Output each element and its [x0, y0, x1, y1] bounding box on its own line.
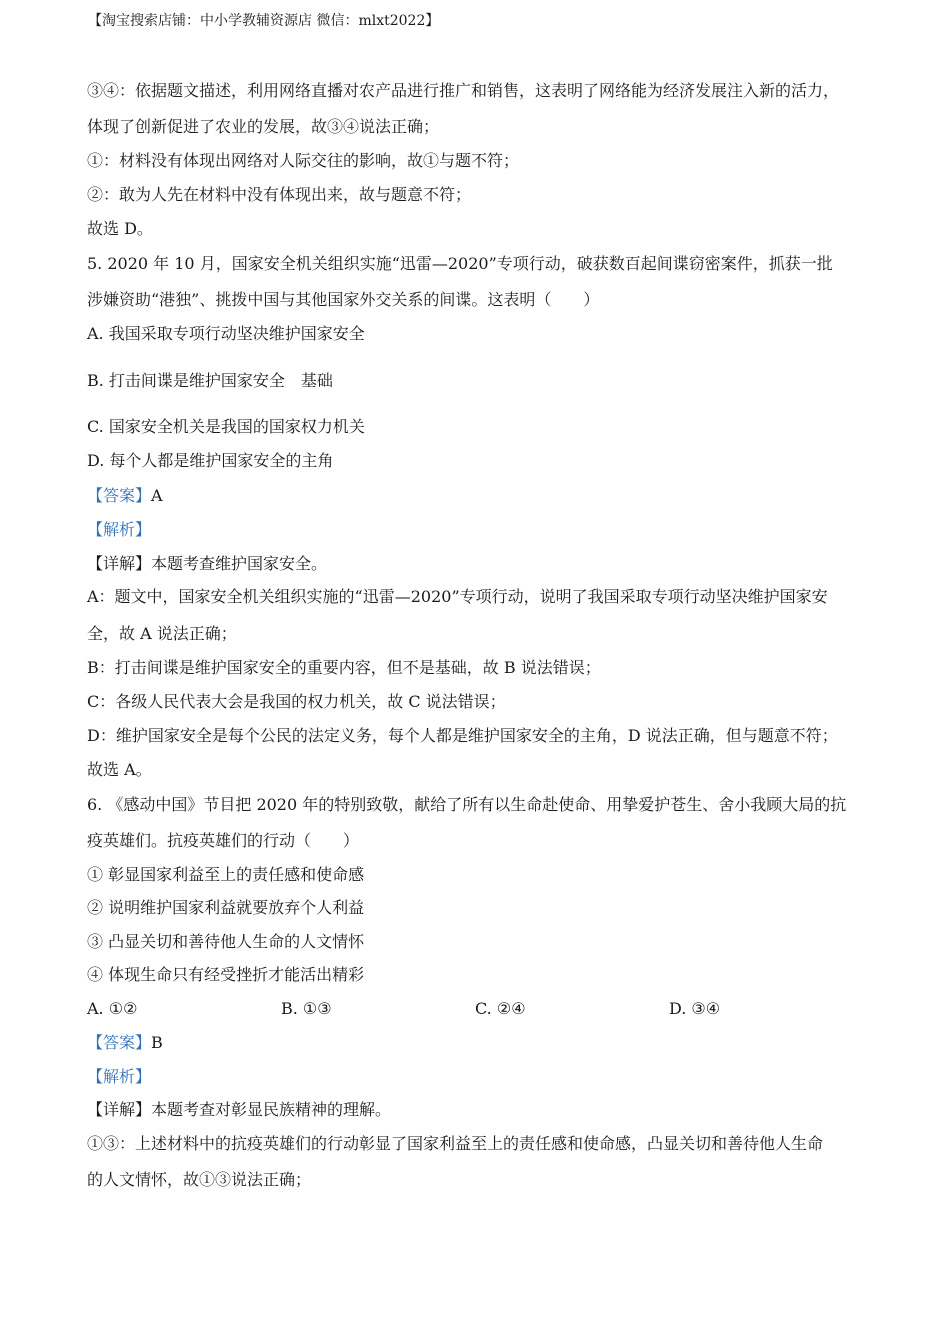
detail-label: 【详解】	[87, 554, 152, 573]
explanation-line: ①③：上述材料中的抗疫英雄们的行动彰显了国家利益至上的责任感和使命感，凸显关切和善待他人生命	[87, 1134, 824, 1153]
answer-line	[87, 1031, 163, 1055]
analysis-label: 【解析】	[87, 520, 152, 539]
answer-label: 【答案】	[87, 1033, 152, 1052]
question-6-option-a: A. ①②	[87, 999, 138, 1018]
question-5-option-a: A. 我国采取专项行动坚决维护国家安全	[87, 324, 365, 343]
analysis-label: 【解析】	[87, 1067, 152, 1086]
text-line: 体现了创新促进了农业的发展，故③④说法正确；	[87, 117, 440, 136]
question-6-option-c: C. ②④	[475, 999, 526, 1018]
detail-text: 本题考查对彰显民族精神的理解。	[151, 1100, 392, 1119]
question-5-stem: 5. 2020 年 10 月，国家安全机关组织实施“迅雷—2020”专项行动，破获数百起间谍窃密案件，抓获一批	[87, 254, 833, 273]
detail-line	[87, 552, 327, 576]
question-6-statement: ④ 体现生命只有经受挫折才能活出精彩	[87, 965, 365, 984]
question-5-option-b: B. 打击间谍是维护国家安全 基础	[87, 371, 333, 390]
answer-label: 【答案】	[87, 486, 152, 505]
question-6-statement: ② 说明维护国家利益就要放弃个人利益	[87, 898, 365, 917]
question-6-statement: ③ 凸显关切和善待他人生命的人文情怀	[87, 932, 365, 951]
question-6-stem: 6. 《感动中国》节目把 2020 年的特别致敬，献给了所有以生命赴使命、用挚爱护苍生、舍小我顾大局的抗	[87, 795, 847, 814]
question-6-statement: ① 彰显国家利益至上的责任感和使命感	[87, 865, 365, 884]
explanation-line: B：打击间谍是维护国家安全的重要内容，但不是基础，故 B 说法错误；	[87, 658, 601, 677]
question-6-option-d: D. ③④	[669, 999, 721, 1018]
answer-value: A	[151, 486, 163, 505]
explanation-line: 全，故 A 说法正确；	[87, 624, 237, 643]
explanation-line: C：各级人民代表大会是我国的权力机关，故 C 说法错误；	[87, 692, 506, 711]
answer-value: B	[151, 1033, 163, 1052]
question-6-option-b: B. ①③	[281, 999, 332, 1018]
text-line: ②：敢为人先在材料中没有体现出来，故与题意不符；	[87, 185, 472, 204]
text-line: ③④：依据题文描述，利用网络直播对农产品进行推广和销售，这表明了网络能为经济发展注入新的活力，	[87, 81, 840, 100]
answer-line	[87, 484, 163, 508]
page-header: 【淘宝搜索店铺：中小学教辅资源店 微信：mlxt2022】	[88, 13, 440, 29]
question-5-stem: 涉嫌资助“港独”、挑拨中国与其他国家外交关系的间谍。这表明（ ）	[87, 290, 600, 309]
text-line: 故选 D。	[87, 219, 153, 238]
explanation-line: 故选 A。	[87, 760, 152, 779]
detail-line	[87, 1098, 391, 1122]
question-6-stem: 疫英雄们。抗疫英雄们的行动（ ）	[87, 831, 360, 850]
detail-label: 【详解】	[87, 1100, 152, 1119]
question-5-option-c: C. 国家安全机关是我国的国家权力机关	[87, 417, 365, 436]
detail-text: 本题考查维护国家安全。	[151, 554, 328, 573]
text-line: ①：材料没有体现出网络对人际交往的影响，故①与题不符；	[87, 151, 520, 170]
explanation-line: A：题文中，国家安全机关组织实施的“迅雷—2020”专项行动，说明了我国采取专项行动坚决维护国家安	[87, 587, 828, 606]
question-5-option-d: D. 每个人都是维护国家安全的主角	[87, 451, 334, 470]
explanation-line: 的人文情怀，故①③说法正确；	[87, 1170, 312, 1189]
explanation-line: D：维护国家安全是每个公民的法定义务，每个人都是维护国家安全的主角，D 说法正确，但与题意不符；	[87, 726, 838, 745]
